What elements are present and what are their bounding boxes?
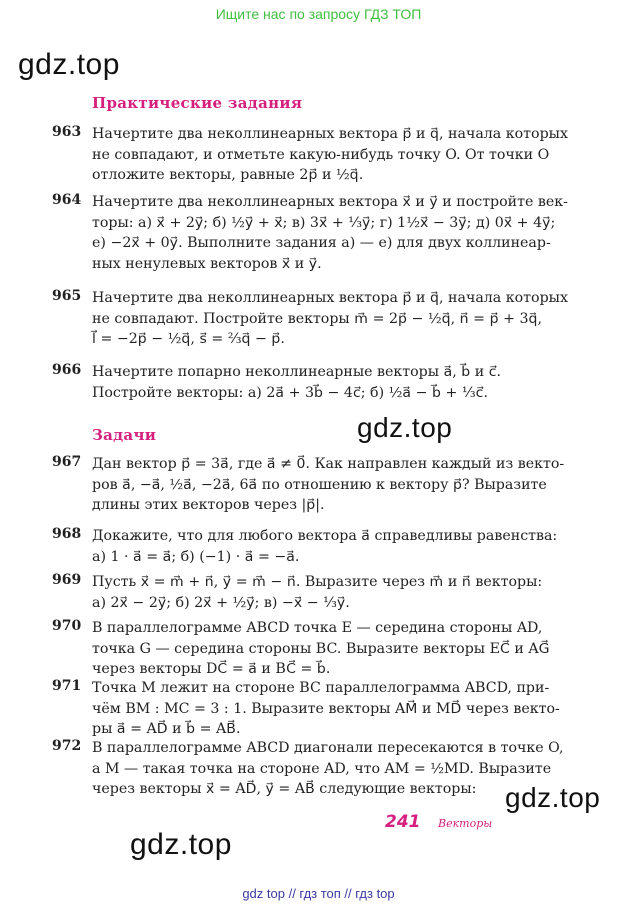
watermark: gdz.top: [505, 782, 601, 813]
problem-line: отложите векторы, равные 2p⃗ и ½q⃗.: [92, 167, 364, 183]
problem-line: l⃗ = −2p⃗ − ½q⃗, s⃗ = ⅔q⃗ − p⃗.: [92, 331, 285, 347]
section-title-tasks: Задачи: [92, 426, 157, 444]
bottom-links[interactable]: gdz top // гдз топ // гдз top: [242, 886, 395, 901]
problem-number: 964: [52, 192, 82, 208]
problem-line: ров a⃗, −a⃗, ½a⃗, −2a⃗, 6a⃗ по отношению к вектору p⃗? Выразите: [92, 476, 547, 493]
problem-line: через векторы DC⃗ = a⃗ и BC⃗ = b⃗.: [92, 661, 331, 677]
section-title-practical: Практические задания: [92, 94, 303, 112]
problem-965: [52, 288, 568, 350]
problem-line: Начертите два неколлинеарных вектора p⃗ и q⃗, начала которых: [92, 126, 568, 142]
watermark: gdz.top: [18, 48, 120, 81]
problem-number: 972: [52, 738, 82, 754]
problem-line: не совпадают, и отметьте какую-нибудь точку O. От точки O: [92, 146, 550, 163]
running-footer-title: Векторы: [438, 817, 493, 830]
problem-line: торы: а) x⃗ + 2y⃗; б) ½y⃗ + x⃗; в) 3x⃗ + ⅓y⃗; г) 1½x⃗ − 3y⃗; д) 0x⃗ + 4y⃗;: [92, 214, 556, 231]
problem-line: Пусть x⃗ = m⃗ + n⃗, y⃗ = m⃗ − n⃗. Выразите через m⃗ и n⃗ векторы:: [92, 574, 543, 590]
watermark: gdz.top: [357, 412, 453, 443]
problem-line: е) −2x⃗ + 0y⃗. Выполните задания а) — е) для двух коллинеар-: [92, 235, 551, 251]
problem-line: Постройте векторы: а) 2a⃗ + 3b⃗ − 4c⃗; б) ½a⃗ − b⃗ + ⅓c⃗.: [92, 384, 488, 401]
problem-969: [52, 572, 564, 613]
watermark: gdz.top: [130, 828, 232, 861]
problem-line: а) 1 · a⃗ = a⃗; б) (−1) · a⃗ = −a⃗.: [92, 548, 300, 565]
problem-number: 965: [52, 288, 82, 304]
problem-number: 967: [52, 454, 82, 470]
problem-line: Начертите два неколлинеарных вектора p⃗ и q⃗, начала которых: [92, 290, 568, 306]
problem-line: чём BM : MC = 3 : 1. Выразите векторы AM⃗ и MD⃗ через векто-: [92, 700, 560, 717]
page-number: 241: [385, 812, 421, 832]
problem-number: 970: [52, 618, 82, 634]
problem-968: [52, 526, 564, 567]
problem-line: не совпадают. Постройте векторы m⃗ = 2p⃗ − ½q⃗, n⃗ = p⃗ + 3q⃗,: [92, 310, 543, 327]
problem-number: 969: [52, 572, 82, 588]
problem-line: а M — такая точка на стороне AD, что AM = ½MD. Выразите: [92, 760, 552, 777]
problem-number: 968: [52, 526, 82, 542]
problem-number: 963: [52, 124, 82, 140]
problem-number: 971: [52, 678, 82, 694]
problem-line: длины этих векторов через |p⃗|.: [92, 497, 325, 513]
problem-967: [52, 454, 564, 516]
problem-966: [52, 362, 564, 403]
problem-line: Начертите попарно неколлинеарные векторы a⃗, b⃗ и c⃗.: [92, 364, 502, 380]
problem-972: [52, 738, 564, 800]
problem-line: Дан вектор p⃗ = 3a⃗, где a⃗ ≠ 0⃗. Как направлен каждый из векто-: [92, 456, 565, 472]
problem-line: Докажите, что для любого вектора a⃗ справедливы равенства:: [92, 528, 558, 544]
problem-number: 966: [52, 362, 82, 378]
problem-line: Точка M лежит на стороне BC параллелограмма ABCD, при-: [92, 680, 550, 696]
problem-line: а) 2x⃗ − 2y⃗; б) 2x⃗ + ½y⃗; в) −x⃗ − ⅓y⃗.: [92, 594, 350, 611]
problem-964: [52, 192, 568, 274]
problem-line: через векторы x⃗ = AD⃗, y⃗ = AB⃗ следующие векторы:: [92, 781, 477, 797]
problem-line: ры a⃗ = AD⃗ и b⃗ = AB⃗.: [92, 721, 241, 737]
problem-970: [52, 618, 564, 680]
problem-963: [52, 124, 568, 186]
problem-line: точка G — середина стороны BC. Выразите векторы EC⃗ и AG⃗: [92, 640, 550, 657]
problem-line: В параллелограмме ABCD точка E — середина стороны AD,: [92, 620, 543, 636]
problem-971: [52, 678, 564, 740]
problem-line: ных ненулевых векторов x⃗ и y⃗.: [92, 255, 322, 272]
problem-line: Начертите два неколлинеарных вектора x⃗ и y⃗ и постройте век-: [92, 194, 568, 210]
problem-line: В параллелограмме ABCD диагонали пересекаются в точке O,: [92, 740, 564, 756]
top-banner[interactable]: Ищите нас по запросу ГДЗ ТОП: [215, 6, 422, 22]
